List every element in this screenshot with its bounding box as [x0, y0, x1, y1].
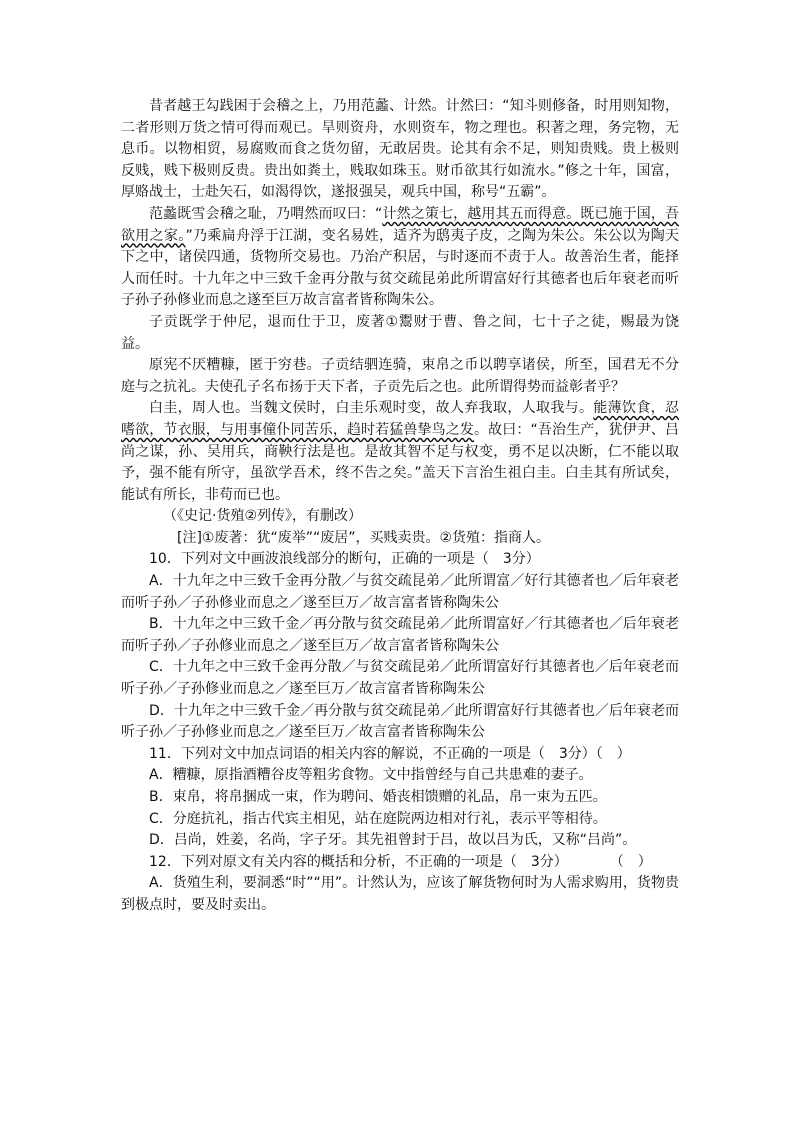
annotation-note: [注]①废著：犹“废举”“废居”，买贱卖贵。②货殖：指商人。	[177, 529, 551, 546]
question-12-option-a: A．货殖生利，要洞悉“时”“用”。计然认为，应该了解货物何时为人需求购用，货物贵到极点时，要及时卖出。	[121, 875, 679, 913]
paragraph-baigui	[121, 398, 679, 506]
document-page	[121, 96, 679, 917]
question-12-stem: 12．下列对原文有关内容的概括和分析，不正确的一项是（ 3分） （ ）	[149, 853, 652, 870]
question-10-option-b: B．十九年之中三致千金／再分散与贫交疏昆弟／此所谓富好／行其德者也／后年衰老而听子孙／子孙修业而息之／遂至巨万／故言富者皆称陶朱公	[121, 616, 679, 654]
question-11-option-c: C．分庭抗礼，指古代宾主相见，站在庭院两边相对行礼，表示平等相待。	[149, 810, 607, 827]
paragraph-zigong: 子贡既学于仲尼，退而仕于卫，废著①鬻财于曹、鲁之间，七十子之徒，赐最为饶益。	[121, 313, 679, 352]
fanli-text-end: ”乃乘扁舟浮于江湖，变名易姓，适齐为鸱夷子皮，之陶为朱公。朱公以为陶天下之中，诸侯四通，货物所交易也。乃治产积居，与时逐而不责于人。故善治生者，能择人而任时。十九年之中三致千金再分散与贫交疏昆弟此所谓富好行其德者也后年衰老而听子孙子孙修业而息之遂至巨万故言富者皆称陶朱公。	[121, 227, 679, 309]
fanli-text-start: 范蠡既雪会稽之耻，乃喟然而叹曰：“	[149, 205, 383, 222]
question-11-option-d: D．吕尚，姓姜，名尚，字子牙。其先祖曾封于吕，故以吕为氏，又称“吕尚”。	[149, 832, 637, 849]
question-11-option-a: A．糟糠，原指酒糟谷皮等粗劣食物。文中指曾经与自己共患难的妻子。	[149, 767, 593, 784]
source-citation: （《史记·货殖②列传》，有删改）	[163, 508, 363, 525]
baigui-underlined-text: 能薄饮食，忍嗜欲，节衣服，与用事僮仆同苦乐，趋时若猛兽挚鸟之发	[121, 400, 680, 438]
paragraph-yuanxian: 原宪不厌糟糠，匿于穷巷。子贡结驷连骑，束帛之币以聘享诸侯，所至，国君无不分庭与之抗礼。夫使孔子名布扬于天下者，子贡先后之也。此所谓得势而益彰者乎？	[121, 357, 679, 395]
question-11-option-b: B．束帛，将帛捆成一束，作为聘问、婚丧相馈赠的礼品，帛一束为五匹。	[149, 789, 607, 805]
paragraph-fanli	[121, 204, 679, 312]
baigui-text-end: 。故曰：“吾治生产，犹伊尹、吕尚之谋，孙、吴用兵，商鞅行法是也。是故其智不足与权变，勇不足以决断，仁不能以取予，强不能有所守，虽欲学吾术，终不告之矣。”盖天下言治生祖白圭。白圭其有所试矣，能试有所长，非苟而已也。	[121, 421, 679, 503]
fanli-underlined-text: 计然之策七，越用其五而得意。既已施于国，吾欲用之家。	[121, 205, 679, 244]
question-10-option-d: D．十九年之中三致千金／再分散与贫交疏昆弟／此所谓富好行其德者也／后年衰老而听子孙／子孙修业而息之／遂至巨万／故言富者皆称陶朱公	[121, 702, 679, 741]
question-10-stem: 10．下列对文中画波浪线部分的断句，正确的一项是（ 3分）	[149, 551, 540, 568]
question-10-option-a: A．十九年之中三致千金再分散／与贫交疏昆弟／此所谓富／好行其德者也／后年衰老而听子孙／子孙修业而息之／遂至巨万／故言富者皆称陶朱公	[121, 573, 679, 611]
question-11-stem: 11．下列对文中加点词语的相关内容的解说，不正确的一项是（ 3分）（ ）	[149, 745, 631, 762]
paragraph-goujian: 昔者越王勾践困于会稽之上，乃用范蠡、计然。计然曰：“知斗则修备，时用则知物，二者形则万货之情可得而观已。旱则资舟，水则资车，物之理也。积著之理，务完物，无息币。以物相贸，易腐败而食之货勿留，无敢居贵。论其有余不足，则知贵贱。贵上极则反贱，贱下极则反贵。贵出如粪土，贱取如珠玉。财币欲其行如流水。”修之十年，国富，厚赂战士，士赴矢石，如渴得饮，遂报强吴，观兵中国，称号“五霸”。	[121, 98, 679, 201]
question-10-option-c: C．十九年之中三致千金再分散／与贫交疏昆弟／此所谓富好行其德者也／后年衰老而听子孙／子孙修业而息之／遂至巨万／故言富者皆称陶朱公	[121, 659, 679, 698]
baigui-text-start: 白圭，周人也。当魏文侯时，白圭乐观时变，故人弃我取，人取我与。	[149, 400, 594, 417]
